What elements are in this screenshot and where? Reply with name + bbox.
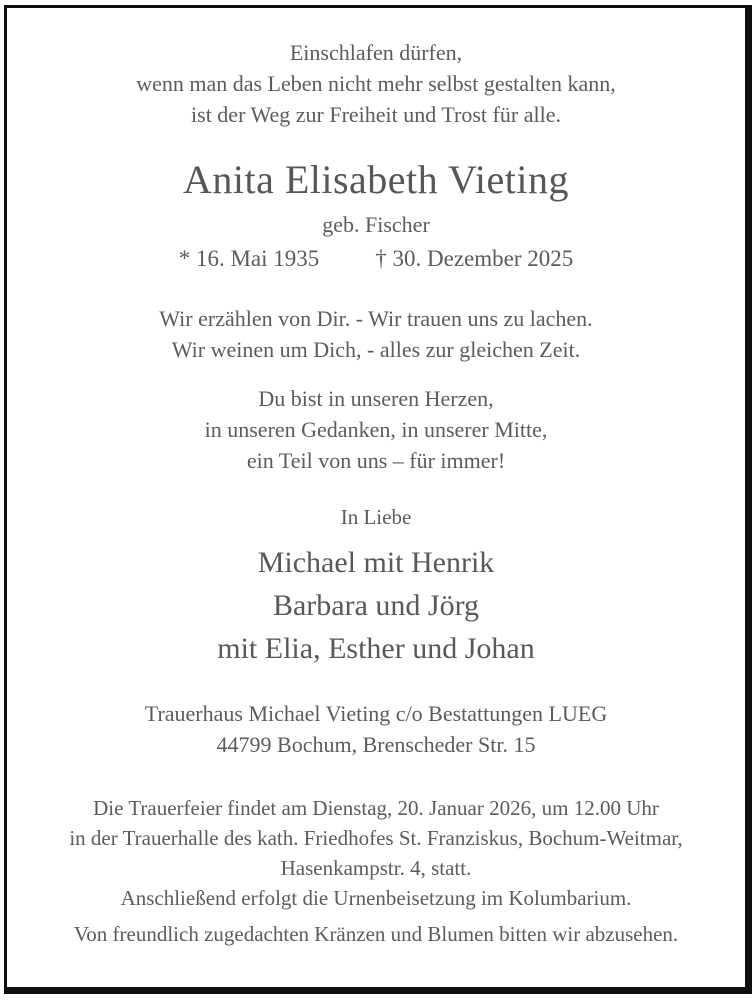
address-line-1: Trauerhaus Michael Vieting c/o Bestattungen LUEG	[144, 701, 608, 726]
mourning-border-frame	[4, 5, 752, 994]
mourners-line-3: mit Elia, Esther und Johan	[217, 632, 535, 665]
died-symbol: †	[375, 246, 387, 271]
funeral-line-3: Hasenkampstr. 4, statt.	[280, 856, 472, 880]
death-date-text: 30. Dezember 2025	[392, 246, 574, 271]
deceased-name: Anita Elisabeth Vieting	[182, 157, 570, 202]
verse2-line-3: ein Teil von uns – für immer!	[246, 448, 506, 473]
mourners-line-1: Michael mit Henrik	[257, 546, 495, 579]
mourning-house-address	[7, 698, 745, 760]
epigraph-line-2: wenn man das Leben nicht mehr selbst gestalten kann,	[136, 71, 616, 96]
epigraph-line-1: Einschlafen dürfen,	[289, 40, 463, 65]
obituary-content	[7, 8, 745, 987]
funeral-details	[7, 793, 745, 883]
verse-block-1	[7, 303, 745, 365]
burial-note: Anschließend erfolgt die Urnenbeisetzung im Kolumbarium.	[120, 886, 632, 910]
epigraph-line-3: ist der Weg zur Freiheit und Trost für alle.	[191, 102, 561, 127]
verse-block-2	[7, 383, 745, 476]
verse1-line-2: Wir weinen um Dich, - alles zur gleichen Zeit.	[171, 337, 581, 362]
verse1-line-1: Wir erzählen von Dir. - Wir trauen uns zu lachen.	[159, 306, 593, 331]
verse2-line-1: Du bist in unseren Herzen,	[258, 386, 494, 411]
funeral-line-1: Die Trauerfeier findet am Dienstag, 20. Januar 2026, um 12.00 Uhr	[93, 796, 659, 820]
birth-date-text: 16. Mai 1935	[195, 246, 320, 271]
epigraph	[7, 37, 745, 130]
mourners-line-2: Barbara und Jörg	[272, 589, 480, 622]
born-symbol: *	[178, 246, 191, 271]
death-date	[375, 243, 573, 275]
mourners-list	[7, 541, 745, 670]
funeral-line-2: in der Trauerhalle des kath. Friedhofes St. Franziskus, Bochum-Weitmar,	[69, 826, 683, 850]
closing-phrase: In Liebe	[340, 505, 412, 529]
address-line-2: 44799 Bochum, Brenscheder Str. 15	[216, 732, 536, 757]
flowers-note: Von freundlich zugedachten Kränzen und Blumen bitten wir abzusehen.	[73, 922, 679, 946]
verse2-line-2: in unseren Gedanken, in unserer Mitte,	[204, 417, 548, 442]
maiden-name: geb. Fischer	[322, 212, 430, 237]
birth-date	[179, 243, 320, 275]
life-dates	[7, 243, 745, 275]
